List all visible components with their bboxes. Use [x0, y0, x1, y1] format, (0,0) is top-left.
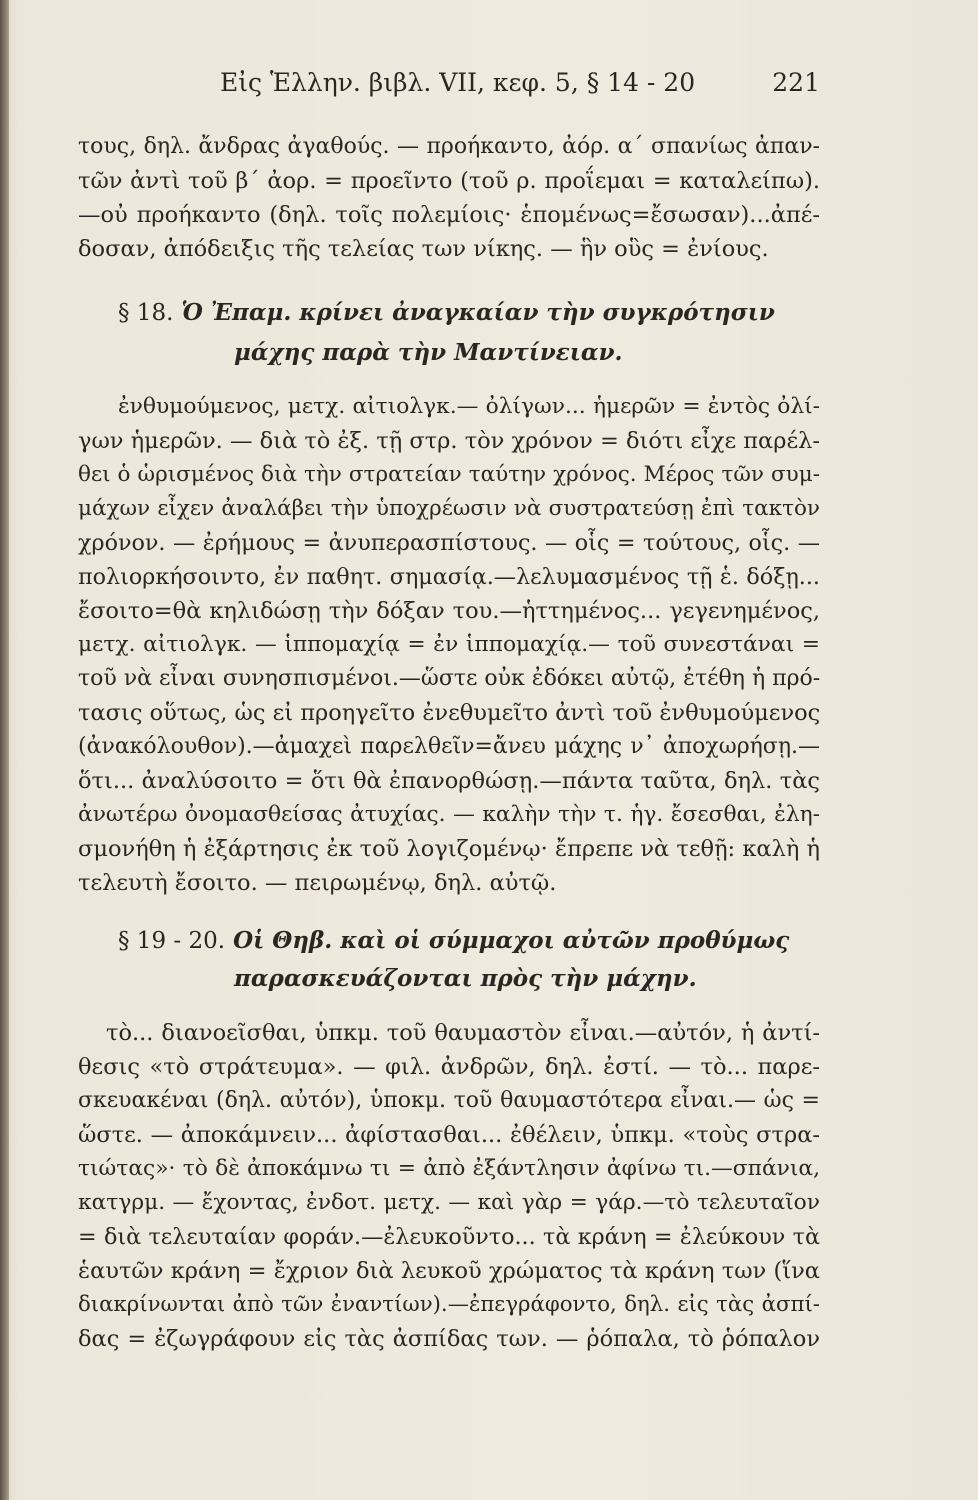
text-line: ἑαυτῶν κράνη = ἔχριον διὰ λευκοῦ χρώματος τὰ κράνη των (ἵνα	[78, 1258, 820, 1284]
section-number: § 19 - 20.	[118, 928, 226, 954]
text-line: = διὰ τελευταίαν φοράν.—ἐλευκοῦντο... τὰ κράνη = ἐλεύκουν τὰ	[78, 1224, 820, 1250]
text-line: μετχ. αἰτιολγκ. — ἱππομαχίᾳ = ἐν ἱππομαχίᾳ.— τοῦ συνεστάναι =	[78, 632, 820, 657]
text-line: ὥστε. — ἀποκάμνειν... ἀφίστασθαι... ἐθέλειν, ὑπκμ. «τοὺς στρα-	[78, 1122, 820, 1148]
text-line: ἔσοιτο=θὰ κηλιδώσῃ τὴν δόξαν του.—ἡττημένος... γεγενημένος,	[78, 598, 820, 624]
section-number: § 18.	[118, 300, 174, 326]
running-head: Εἰς Ἑλλην. βιβλ. VII, κεφ. 5, § 14 - 20	[220, 68, 696, 97]
text-line: διακρίνωνται ἀπὸ τῶν ἐναντίων).—ἐπεγράφοντο, δηλ. εἰς τὰς ἀσπί-	[78, 1292, 820, 1317]
text-line: —οὐ προήκαντο (δηλ. τοῖς πολεμίοις· ἑπομένως=ἔσωσαν)...ἀπέ-	[78, 202, 820, 228]
text-line: σμονήθη ἡ ἐξάρτησις ἐκ τοῦ λογιζομένῳ· ἔπρεπε νὰ τεθῇ: καλὴ ἡ	[78, 836, 820, 862]
text-line: τοῦ νὰ εἶναι συνησπισμένοι.—ὥστε οὐκ ἐδόκει αὐτῷ, ἐτέθη ἡ πρό-	[78, 666, 821, 691]
text-line: ἀνωτέρω ὀνομασθείσας ἀτυχίας. — καλὴν τὴν τ. ἡγ. ἔσεσθαι, ἐλη-	[78, 802, 820, 827]
text-line: χρόνον. — ἐρήμους = ἀνυπερασπίστους. — οἷς = τούτους, οἷς. —	[78, 530, 820, 556]
text-line: θεσις «τὸ στράτευμα». — φιλ. ἀνδρῶν, δηλ. ἐστί. — τὸ... παρε-	[78, 1054, 820, 1080]
text-line: τους, δηλ. ἄνδρας ἀγαθούς. — προήκαντο, ἀόρ. α΄ σπανίως ἀπαν-	[78, 134, 820, 159]
section-title-line2: μάχης παρὰ τὴν Μαντίνειαν.	[234, 339, 623, 366]
page-header	[78, 68, 820, 108]
text-line: πολιορκήσοιντο, ἐν παθητ. σημασίᾳ.—λελυμασμένος τῇ ἑ. δόξῃ...	[78, 564, 820, 590]
text-line: (ἀνακόλουθον).—ἀμαχεὶ παρελθεῖν=ἄνευ μάχης ν᾽ ἀποχωρήσῃ.—	[78, 734, 820, 759]
section-heading-19-20	[118, 924, 789, 958]
section-heading-18	[118, 296, 775, 330]
text-line: τιώτας»· τὸ δὲ ἀποκάμνω τι = ἀπὸ ἐξάντλησιν ἀφίνω τι.—σπάνια,	[78, 1156, 820, 1181]
text-line: κατγρμ. — ἔχοντας, ἐνδοτ. μετχ. — καὶ γὰρ = γάρ.—τὸ τελευταῖον	[78, 1190, 820, 1215]
text-line: ἐνθυμούμενος, μετχ. αἰτιολγκ.— ὀλίγων... ἡμερῶν = ἐντὸς ὀλί-	[118, 394, 820, 419]
section-title-line1: Ὁ Ἐπαμ. κρίνει ἀναγκαίαν τὴν συγκρότησιν	[181, 299, 775, 326]
section-title-line1: Οἱ Θηβ. καὶ οἱ σύμμαχοι αὐτῶν προθύμως	[233, 927, 790, 954]
text-line: δοσαν, ἀπόδειξις τῆς τελείας των νίκης. — ἣν οὓς = ἐνίους.	[78, 236, 769, 262]
text-line: γων ἡμερῶν. — διὰ τὸ ἐξ. τῇ στρ. τὸν χρόνον = διότι εἶχε παρέλ-	[78, 428, 820, 454]
book-binding-edge	[0, 0, 9, 1500]
text-line: τελευτὴ ἔσοιτο. — πειρωμένῳ, δηλ. αὐτῷ.	[78, 870, 557, 896]
text-line: μάχων εἶχεν ἀναλάβει τὴν ὑποχρέωσιν νὰ συστρατεύσῃ ἐπὶ τακτὸν	[78, 496, 820, 521]
text-line: θει ὁ ὡρισμένος διὰ τὴν στρατείαν ταύτην χρόνος. Μέρος τῶν συμ-	[78, 462, 820, 487]
text-line: τασις οὕτως, ὡς εἰ προηγεῖτο ἐνεθυμεῖτο ἀντὶ τοῦ ἐνθυμούμενος	[78, 700, 821, 726]
text-line: τὸ... διανοεῖσθαι, ὑπκμ. τοῦ θαυμαστὸν εἶναι.—αὐτόν, ἡ ἀντί-	[106, 1020, 820, 1046]
section-title-line2: παρασκευάζονται πρὸς τὴν μάχην.	[234, 965, 697, 992]
page-number: 221	[772, 68, 820, 97]
text-line: ὅτι... ἀναλύσοιτο = ὅτι θὰ ἐπανορθώσῃ.—πάντα ταῦτα, δηλ. τὰς	[78, 768, 820, 794]
text-line: σκευακέναι (δηλ. αὐτόν), ὑποκμ. τοῦ θαυμαστότερα εἶναι.— ὡς =	[78, 1088, 820, 1113]
text-line: τῶν ἀντὶ τοῦ β΄ ἀορ. = προεῖντο (τοῦ ρ. προΐεμαι = καταλείπω).	[78, 168, 820, 194]
text-line: δας = ἐζωγράφουν εἰς τὰς ἀσπίδας των. — ῥόπαλα, τὸ ῥόπαλον	[78, 1326, 820, 1352]
